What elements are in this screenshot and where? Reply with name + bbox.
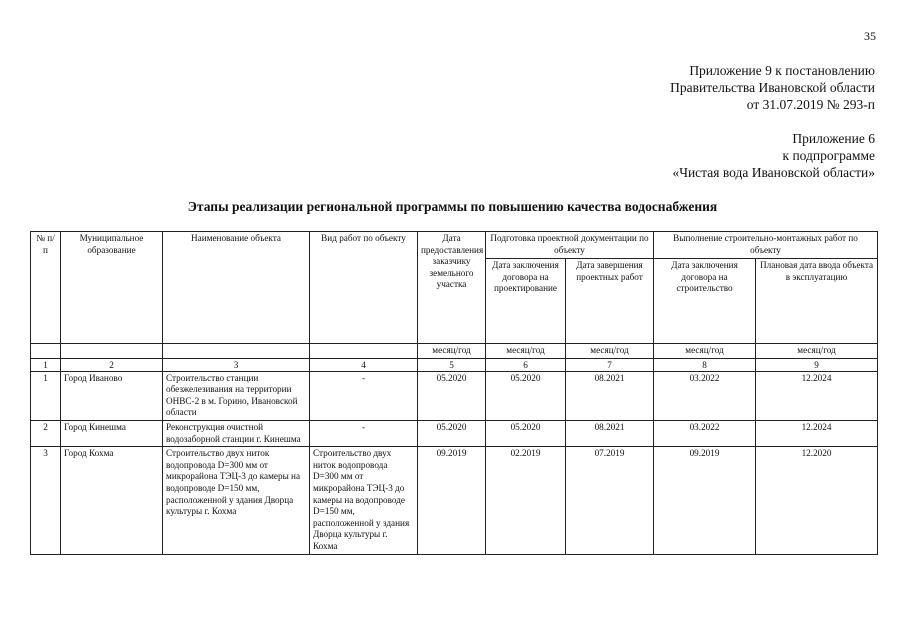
cell-object-name: Строительство станции обезжелезивания на территории ОНВС-2 в м. Горино, Ивановской области [163,371,310,420]
cell-construction-contract: 03.2022 [654,420,756,446]
cell-design-contract: 02.2019 [486,447,566,554]
cell-municipality: Город Кохма [61,447,163,554]
column-number: 4 [310,358,418,371]
unit-design-contract: месяц/год [486,344,566,359]
cell-construction-contract: 09.2019 [654,447,756,554]
column-number: 3 [163,358,310,371]
header-commission-date: Плановая дата ввода объекта в эксплуатацию [756,259,878,344]
column-numbers-row [31,358,878,371]
cell-num: 3 [31,447,61,554]
header-object-name: Наименование объекта [163,232,310,344]
unit-construction-contract: месяц/год [654,344,756,359]
unit-land-date: месяц/год [418,344,486,359]
column-number: 8 [654,358,756,371]
header-row-1 [31,232,878,259]
column-number: 9 [756,358,878,371]
cell-land-date: 05.2020 [418,371,486,420]
column-number: 7 [566,358,654,371]
header-design-group: Подготовка проектной документации по объекту [486,232,654,259]
cell-land-date: 09.2019 [418,447,486,554]
cell-work-type: Строительство двух ниток водопровода D=300 мм от микрорайона ТЭЦ-3 до камеры на водопроводе D=150 мм, расположенной у здания Дворца культуры г. Кохма [310,447,418,554]
appendix-9-line-2: Правительства Ивановской области [670,80,875,95]
column-number: 5 [418,358,486,371]
cell-land-date: 05.2020 [418,420,486,446]
cell-commission-date: 12.2020 [756,447,878,554]
cell-design-end: 08.2021 [566,420,654,446]
header-design-end: Дата завершения проектных работ [566,259,654,344]
appendix-9-block [670,62,875,113]
column-number: 2 [61,358,163,371]
header-municipality: Муниципальное образование [61,232,163,344]
header-land-date: Дата предоставления заказчику земельного участка [418,232,486,344]
document-title: Этапы реализации региональной программы по повышению качества водоснабжения [187,199,718,214]
unit-design-end: месяц/год [566,344,654,359]
column-number: 1 [31,358,61,371]
table-row [31,420,878,446]
cell-design-contract: 05.2020 [486,371,566,420]
unit-commission-date: месяц/год [756,344,878,359]
appendix-6-line-2: к подпрограмме [782,148,875,163]
cell-construction-contract: 03.2022 [654,371,756,420]
cell-work-type: - [310,420,418,446]
cell-object-name: Реконструкция очистной водозаборной станции г. Кинешма [163,420,310,446]
page-number: 35 [864,29,876,43]
appendix-9-line-1: Приложение 9 к постановлению [689,63,875,78]
stages-table [30,231,878,555]
table-row [31,447,878,554]
cell-design-end: 07.2019 [566,447,654,554]
cell-num: 1 [31,371,61,420]
cell-design-contract: 05.2020 [486,420,566,446]
table-row [31,371,878,420]
cell-design-end: 08.2021 [566,371,654,420]
appendix-6-line-1: Приложение 6 [792,131,875,146]
appendix-6-block [672,130,875,181]
cell-municipality: Город Иваново [61,371,163,420]
column-number: 6 [486,358,566,371]
appendix-9-line-3: от 31.07.2019 № 293-п [746,97,875,112]
cell-commission-date: 12.2024 [756,371,878,420]
cell-num: 2 [31,420,61,446]
cell-commission-date: 12.2024 [756,420,878,446]
header-work-type: Вид работ по объекту [310,232,418,344]
appendix-6-line-3: «Чистая вода Ивановской области» [672,165,875,180]
units-row [31,344,878,359]
cell-object-name: Строительство двух ниток водопровода D=300 мм от микрорайона ТЭЦ-3 до камеры на водопроводе D=150 мм, расположенной у здания Дворца культуры г. Кохма [163,447,310,554]
header-design-contract: Дата заключения договора на проектирование [486,259,566,344]
header-construction-group: Выполнение строительно-монтажных работ по объекту [654,232,878,259]
header-num: № п/п [31,232,61,344]
cell-municipality: Город Кинешма [61,420,163,446]
cell-work-type: - [310,371,418,420]
header-construction-contract: Дата заключения договора на строительство [654,259,756,344]
